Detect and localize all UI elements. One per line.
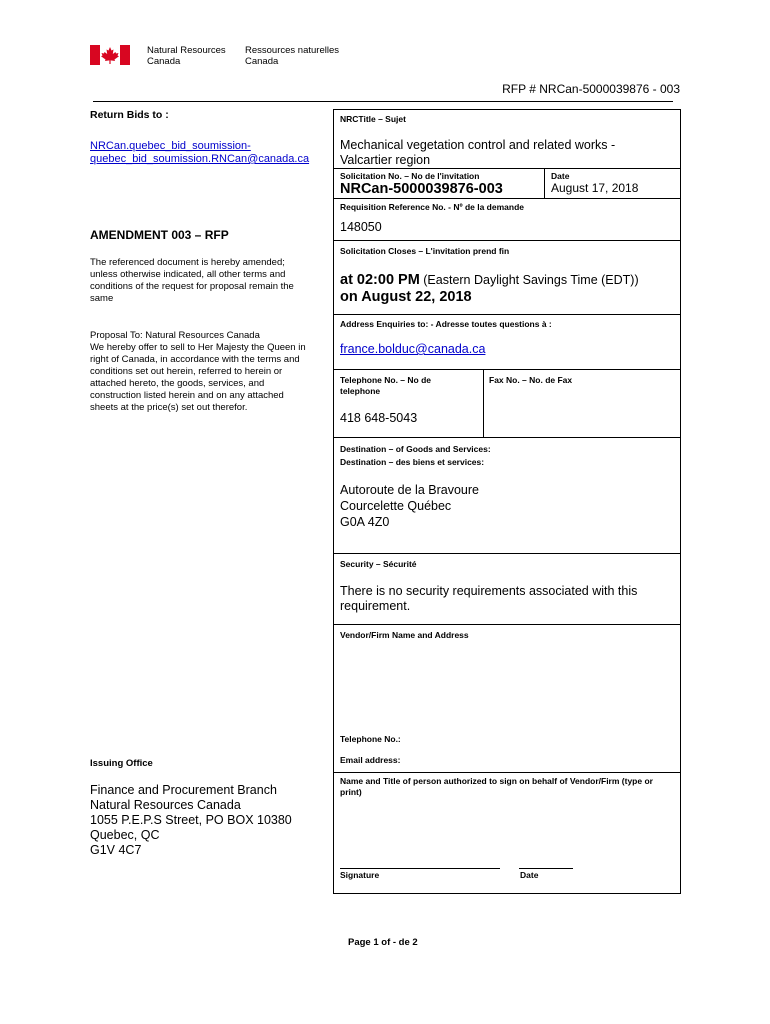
requisition-value: 148050 xyxy=(340,220,382,234)
divider xyxy=(334,198,680,199)
divider xyxy=(334,553,680,554)
title-value: Mechanical vegetation control and related works - Valcartier region xyxy=(340,138,616,167)
authorized-label: Name and Title of person authorized to sign on behalf of Vendor/Firm (type or print) xyxy=(340,776,653,797)
divider xyxy=(334,437,680,438)
telephone-label: Telephone No. – No de telephone xyxy=(340,375,431,396)
closes-time xyxy=(340,272,639,288)
solicitation-label: Solicitation No. – No de l'invitation xyxy=(340,171,480,181)
vendor-telephone-label: Telephone No.: xyxy=(340,734,401,744)
divider xyxy=(544,168,545,198)
signature-line xyxy=(340,868,500,869)
divider xyxy=(334,369,680,370)
closes-date: on August 22, 2018 xyxy=(340,289,472,305)
requisition-label: Requisition Reference No. - Nº de la demande xyxy=(340,202,525,212)
closes-time-value: at 02:00 PM xyxy=(340,272,420,288)
destination-address: Autoroute de la Bravoure Courcelette Québec G0A 4Z0 xyxy=(340,483,479,529)
date-line xyxy=(519,868,573,869)
solicitation-value: NRCan-5000039876-003 xyxy=(340,181,503,197)
issuing-office-label: Issuing Office xyxy=(90,758,153,769)
amendment-title: AMENDMENT 003 – RFP xyxy=(90,228,229,242)
page-number: Page 1 of - de 2 xyxy=(348,937,418,948)
security-label: Security – Sécurité xyxy=(340,559,417,569)
vendor-email-label: Email address: xyxy=(340,755,401,765)
amendment-text: The referenced document is hereby amended; unless otherwise indicated, all other terms and conditions of the request for proposal remain the same xyxy=(90,257,294,304)
address-label: Address Enquiries to: - Adresse toutes questions à : xyxy=(340,319,552,329)
proposal-text: Proposal To: Natural Resources Canada We hereby offer to sell to Her Majesty the Queen in right of Canada, in accordance with the terms and conditions set out herein, referred to herein or attached hereto, the goods, services, and construction listed herein and on any attached sheets at the price(s) set out therefor. xyxy=(90,330,306,413)
divider xyxy=(483,369,484,437)
date-value: August 17, 2018 xyxy=(551,181,639,195)
title-label: NRCTitle – Sujet xyxy=(340,114,406,124)
header-divider xyxy=(93,101,673,102)
divider xyxy=(334,240,680,241)
vendor-label: Vendor/Firm Name and Address xyxy=(340,630,469,640)
dept-name-en: Natural Resources Canada xyxy=(147,45,226,67)
address-email-link[interactable]: france.bolduc@canada.ca xyxy=(340,342,486,356)
closes-timezone: (Eastern Daylight Savings Time (EDT)) xyxy=(419,273,639,287)
fax-label: Fax No. – No. de Fax xyxy=(489,375,573,385)
issuing-office-address: Finance and Procurement Branch Natural Resources Canada 1055 P.E.P.S Street, PO BOX 10380 Quebec, QC G1V 4C7 xyxy=(90,783,292,857)
divider xyxy=(334,772,680,773)
divider xyxy=(334,314,680,315)
date-label: Date xyxy=(551,171,570,181)
destination-label: Destination – of Goods and Services: Destination – des biens et services: xyxy=(340,444,491,467)
signature-label: Signature xyxy=(340,870,380,880)
closes-label: Solicitation Closes – L'invitation prend fin xyxy=(340,246,510,256)
canada-flag-logo xyxy=(90,45,130,65)
telephone-value: 418 648-5043 xyxy=(340,411,418,425)
return-bids-label: Return Bids to : xyxy=(90,109,169,121)
divider xyxy=(334,624,680,625)
return-bids-email[interactable]: NRCan.quebec_bid_soumission- quebec_bid_soumission.RNCan@canada.ca xyxy=(90,140,310,165)
signature-date-label: Date xyxy=(520,870,539,880)
dept-name-fr: Ressources naturelles Canada xyxy=(245,45,339,67)
divider xyxy=(334,168,680,169)
security-value: There is no security requirements associated with this requirement. xyxy=(340,584,638,613)
rfp-number: RFP # NRCan-5000039876 - 003 xyxy=(502,82,680,96)
